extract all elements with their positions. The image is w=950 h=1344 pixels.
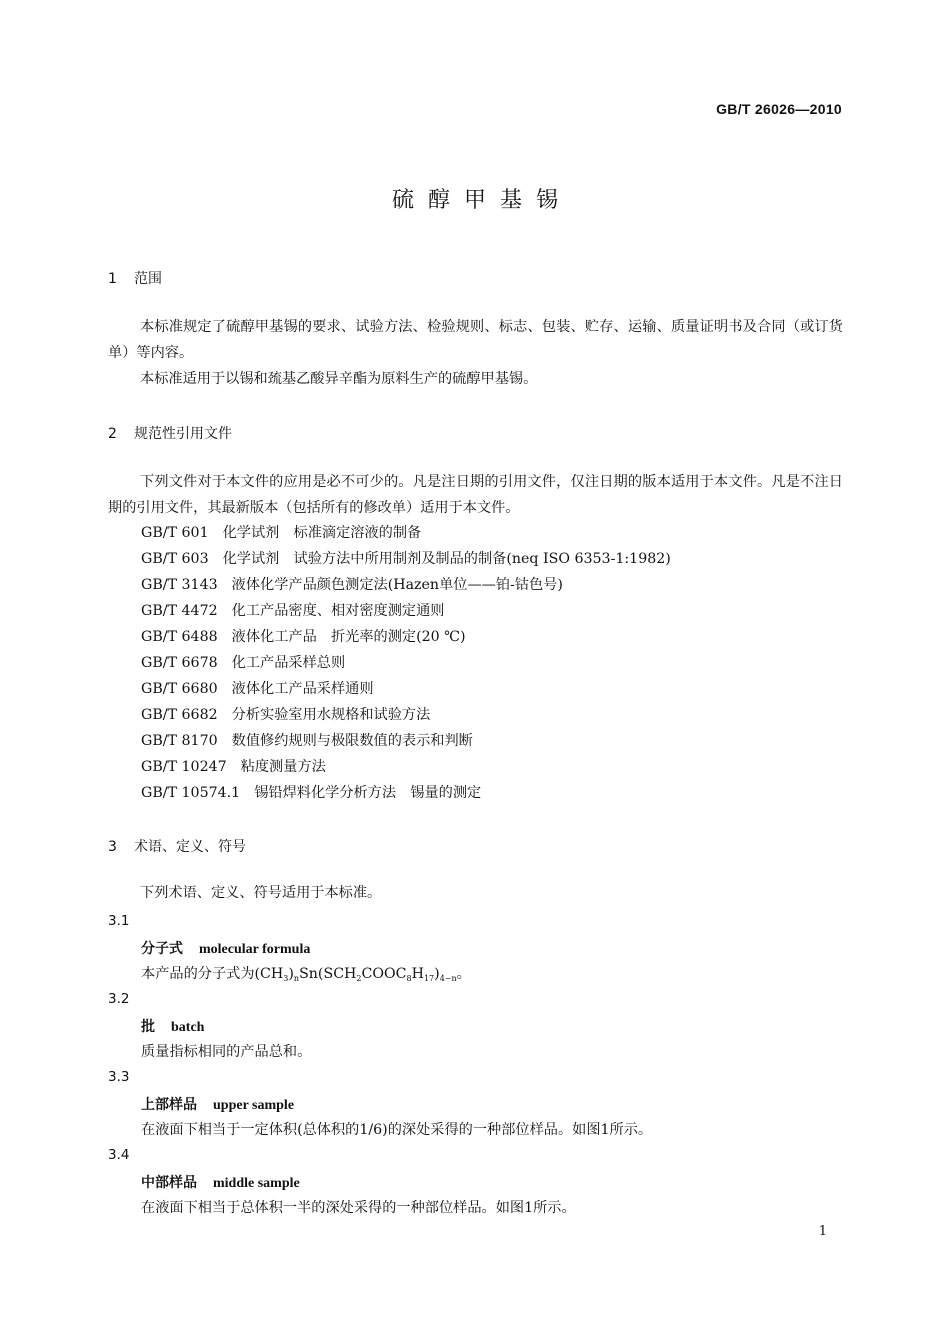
section-number: 2 xyxy=(108,426,117,442)
term-zh: 分子式 xyxy=(141,941,183,957)
term-definition: 在液面下相当于总体积一半的深处采得的一种部位样品。如图1所示。 xyxy=(141,1200,576,1216)
section-1-heading xyxy=(108,268,162,288)
term-number: 3.4 xyxy=(108,1147,130,1163)
reference-title: 锡铅焊料化学分析方法 锡量的测定 xyxy=(254,785,482,801)
term-number: 3.2 xyxy=(108,991,130,1007)
formula-prefix: 本产品的分子式为 xyxy=(141,966,255,982)
page-number: 1 xyxy=(818,1224,827,1239)
reference-code: GB/T 10247 xyxy=(141,759,227,775)
term-en: batch xyxy=(171,1020,205,1035)
reference-code: GB/T 8170 xyxy=(141,733,218,749)
term-zh: 中部样品 xyxy=(141,1175,197,1191)
term-heading xyxy=(141,938,310,958)
term-heading xyxy=(141,1172,300,1192)
scope-paragraph-2: 本标准适用于以锡和巯基乙酸异辛酯为原料生产的硫醇甲基锡。 xyxy=(140,371,538,387)
reference-title: 液体化工产品采样通则 xyxy=(231,681,374,697)
reference-item xyxy=(141,676,374,702)
section-number: 1 xyxy=(108,271,117,287)
reference-code: GB/T 603 xyxy=(141,551,209,567)
page-title: 硫醇甲基锡 xyxy=(391,188,572,213)
section-3-heading xyxy=(108,836,246,856)
reference-code: GB/T 6680 xyxy=(141,681,218,697)
reference-code: GB/T 4472 xyxy=(141,603,218,619)
reference-title: 粘度测量方法 xyxy=(240,759,326,775)
references-intro: 下列文件对于本文件的应用是必不可少的。凡是注日期的引用文件，仅注日期的版本适用于本文件。凡是不注日期的引用文件，其最新版本（包括所有的修改单）适用于本文件。 xyxy=(108,474,843,516)
doc-code: GB/T 26026—2010 xyxy=(716,101,842,117)
reference-title: 化工产品密度、相对密度测定通则 xyxy=(231,603,445,619)
section-title: 术语、定义、符号 xyxy=(134,839,246,855)
term-zh: 上部样品 xyxy=(141,1097,197,1113)
reference-code: GB/T 6678 xyxy=(141,655,218,671)
section-2-heading xyxy=(108,423,232,443)
reference-item xyxy=(141,702,430,728)
term-en: upper sample xyxy=(213,1098,295,1113)
reference-item xyxy=(141,572,563,598)
reference-title: 化学试剂 标准滴定溶液的制备 xyxy=(222,525,422,541)
molecular-formula: $(CH_3)_nSn(SCH_2COOC_8H_{17})_{4-n}$。 xyxy=(254,966,471,983)
reference-item xyxy=(141,598,444,624)
section-number: 3 xyxy=(108,839,117,855)
reference-item xyxy=(141,780,481,806)
reference-item xyxy=(141,520,421,546)
term-zh: 批 xyxy=(141,1019,155,1035)
reference-code: GB/T 3143 xyxy=(141,577,218,593)
reference-item xyxy=(141,650,345,676)
reference-code: GB/T 6682 xyxy=(141,707,218,723)
term-heading xyxy=(141,1094,294,1114)
section-title: 规范性引用文件 xyxy=(134,426,232,442)
reference-item xyxy=(141,546,671,572)
scope-paragraph-1: 本标准规定了硫醇甲基锡的要求、试验方法、检验规则、标志、包装、贮存、运输、质量证明书及合同（或订货单）等内容。 xyxy=(108,319,843,361)
term-definition-formula xyxy=(141,963,471,983)
reference-code: GB/T 6488 xyxy=(141,629,218,645)
reference-title: 化工产品采样总则 xyxy=(231,655,346,671)
reference-title: 液体化学产品颜色测定法(Hazen单位——铂-钴色号) xyxy=(231,577,563,593)
terms-intro: 下列术语、定义、符号适用于本标准。 xyxy=(140,885,382,901)
reference-title: 分析实验室用水规格和试验方法 xyxy=(231,707,431,723)
term-en: molecular formula xyxy=(199,942,311,957)
term-number: 3.1 xyxy=(108,913,130,929)
term-definition: 质量指标相同的产品总和。 xyxy=(141,1044,312,1060)
section-title: 范围 xyxy=(134,271,162,287)
reference-title: 化学试剂 试验方法中所用制剂及制品的制备(neq ISO 6353-1:1982) xyxy=(222,551,671,567)
term-definition: 在液面下相当于一定体积(总体积的1/6)的深处采得的一种部位样品。如图1所示。 xyxy=(141,1122,653,1138)
reference-title: 数值修约规则与极限数值的表示和判断 xyxy=(231,733,473,749)
term-number: 3.3 xyxy=(108,1069,130,1085)
term-en: middle sample xyxy=(213,1176,300,1191)
reference-item xyxy=(141,624,466,650)
reference-title: 液体化工产品 折光率的测定(20 ℃) xyxy=(231,629,466,645)
term-heading xyxy=(141,1016,204,1036)
reference-item xyxy=(141,728,473,754)
reference-code: GB/T 601 xyxy=(141,525,209,541)
reference-item xyxy=(141,754,326,780)
reference-code: GB/T 10574.1 xyxy=(141,785,241,801)
